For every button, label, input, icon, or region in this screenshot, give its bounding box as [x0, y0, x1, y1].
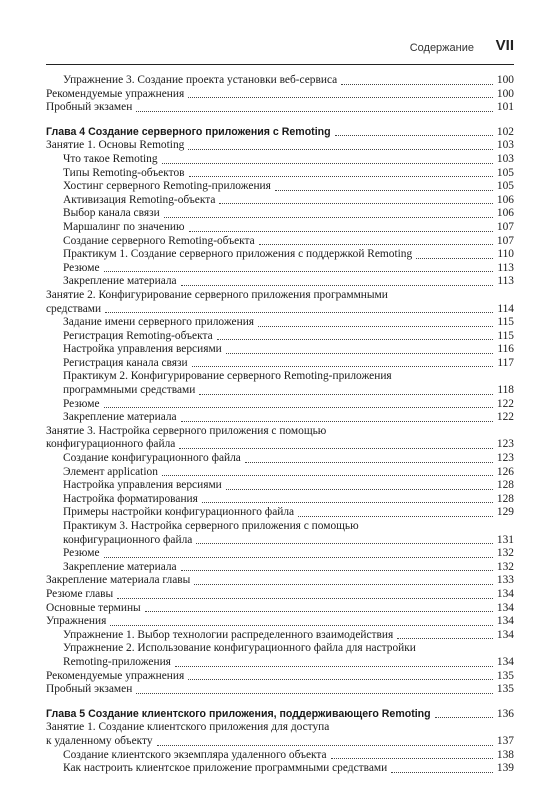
toc-entry-title: Упражнение 1. Выбор технологии распределенного взаимодействия — [63, 628, 394, 641]
dot-leader — [217, 339, 494, 340]
toc-entry-title: конфигурационного файла — [63, 533, 193, 546]
toc-entry-title: к удаленному объекту — [46, 734, 153, 747]
toc-entry — [46, 398, 514, 412]
toc-page-number: 110 — [497, 248, 514, 261]
toc-page-number: 106 — [496, 207, 514, 220]
dot-leader — [199, 394, 493, 395]
toc-page-number: 138 — [496, 748, 514, 761]
toc-entry-title: Активизация Remoting-объекта — [63, 193, 216, 206]
toc-entry — [46, 749, 514, 763]
toc-entry-title: Основные термины — [46, 601, 141, 614]
table-of-contents — [46, 74, 514, 776]
toc-entry — [46, 330, 514, 344]
dot-leader — [298, 516, 493, 517]
toc-entry — [46, 221, 514, 235]
toc-entry — [46, 88, 514, 102]
dot-leader — [136, 111, 493, 112]
toc-page-number: 123 — [496, 452, 514, 465]
toc-entry — [46, 289, 514, 303]
toc-entry-title: Remoting-приложения — [63, 655, 171, 668]
toc-entry-title: Регистрация Remoting-объекта — [63, 329, 213, 342]
toc-entry — [46, 438, 514, 452]
toc-entry-title: Глава 5 Создание клиентского приложения, поддерживающего Remoting — [46, 707, 431, 720]
toc-entry-title: Примеры настройки конфигурационного файла — [63, 506, 295, 519]
toc-page-number: 132 — [496, 547, 514, 560]
toc-entry-title: средствами — [46, 302, 102, 315]
toc-entry — [46, 101, 514, 115]
dot-leader — [110, 625, 493, 626]
dot-leader — [258, 326, 493, 327]
toc-entry-title: Закрепление материала главы — [46, 574, 191, 587]
dot-leader — [331, 758, 493, 759]
toc-page-number: 139 — [496, 762, 514, 775]
toc-entry — [46, 452, 514, 466]
toc-entry — [46, 735, 514, 749]
toc-page-number: 134 — [496, 601, 514, 614]
toc-entry — [46, 139, 514, 153]
dot-leader — [117, 598, 493, 599]
toc-entry — [46, 615, 514, 629]
toc-page-number: 101 — [496, 101, 514, 114]
toc-entry-title: Резюме главы — [46, 587, 114, 600]
toc-page-number: 107 — [496, 220, 514, 233]
dot-leader — [245, 462, 493, 463]
toc-page-number: 114 — [497, 302, 514, 315]
dot-leader — [416, 258, 493, 259]
dot-leader — [202, 502, 493, 503]
dot-leader — [391, 772, 493, 773]
toc-page-number: 134 — [496, 615, 514, 628]
toc-entry-title: Занятие 1. Основы Remoting — [46, 139, 185, 152]
toc-entry — [46, 670, 514, 684]
toc-entry-title: Выбор канала связи — [63, 207, 160, 220]
toc-entry-title: Что такое Remoting — [63, 152, 158, 165]
toc-entry — [46, 167, 514, 181]
toc-entry-title: Практикум 2. Конфигурирование серверного Remoting-приложения — [63, 370, 392, 383]
toc-entry — [46, 506, 514, 520]
toc-entry — [46, 248, 514, 262]
dot-leader — [145, 611, 493, 612]
toc-entry — [46, 561, 514, 575]
dot-leader — [181, 285, 494, 286]
toc-page-number: 128 — [496, 479, 514, 492]
toc-page-number: 122 — [496, 397, 514, 410]
toc-entry — [46, 74, 514, 88]
dot-leader — [219, 203, 492, 204]
toc-entry-title: Резюме — [63, 397, 100, 410]
toc-entry-title: Как настроить клиентское приложение программными средствами — [63, 762, 388, 775]
toc-page-number: 123 — [496, 438, 514, 451]
toc-page-number: 106 — [496, 193, 514, 206]
toc-entry-title: Закрепление материала — [63, 560, 177, 573]
dot-leader — [188, 679, 493, 680]
toc-page-number: 105 — [496, 180, 514, 193]
toc-entry-title: конфигурационного файла — [46, 438, 176, 451]
toc-page-number: 134 — [496, 655, 514, 668]
toc-page-number: 102 — [496, 125, 514, 138]
toc-entry — [46, 762, 514, 776]
toc-entry-title: Рекомендуемые упражнения — [46, 669, 185, 682]
toc-entry — [46, 479, 514, 493]
toc-entry-title: Занятие 1. Создание клиентского приложения для доступа — [46, 721, 330, 734]
toc-entry — [46, 343, 514, 357]
toc-entry-title: Задание имени серверного приложения — [63, 316, 255, 329]
toc-entry — [46, 194, 514, 208]
toc-entry — [46, 262, 514, 276]
toc-entry — [46, 721, 514, 735]
section-title: Содержание — [409, 42, 474, 54]
toc-entry-title: Маршалинг по значению — [63, 220, 185, 233]
toc-page-number: 137 — [496, 734, 514, 747]
toc-entry — [46, 520, 514, 534]
dot-leader — [196, 543, 493, 544]
toc-page-number: 103 — [496, 152, 514, 165]
toc-entry — [46, 493, 514, 507]
toc-entry — [46, 275, 514, 289]
dot-leader — [162, 475, 493, 476]
dot-leader — [194, 584, 493, 585]
toc-page-number: 113 — [497, 275, 514, 288]
dot-leader — [104, 407, 493, 408]
toc-page-number: 105 — [496, 166, 514, 179]
toc-page-number: 132 — [496, 560, 514, 573]
toc-entry-title: Занятие 3. Настройка серверного приложения с помощью — [46, 424, 327, 437]
toc-entry — [46, 656, 514, 670]
toc-entry — [46, 574, 514, 588]
toc-entry — [46, 642, 514, 656]
toc-page-number: 100 — [496, 87, 514, 100]
dot-leader — [181, 421, 493, 422]
toc-entry-title: Элемент application — [63, 465, 158, 478]
toc-entry — [46, 411, 514, 425]
dot-leader — [335, 135, 493, 136]
toc-entry-title: Упражнение 3. Создание проекта установки веб-сервиса — [63, 74, 338, 86]
dot-leader — [164, 217, 493, 218]
toc-entry — [46, 370, 514, 384]
toc-page-number: 103 — [496, 139, 514, 152]
dot-leader — [435, 717, 493, 718]
toc-entry-title: Создание серверного Remoting-объекта — [63, 234, 255, 247]
dot-leader — [189, 176, 493, 177]
toc-entry-title: Создание клиентского экземпляра удаленного объекта — [63, 748, 327, 761]
toc-entry — [46, 357, 514, 371]
toc-entry-title: Создание конфигурационного файла — [63, 452, 241, 465]
page-number: VII — [495, 37, 514, 54]
toc-entry-title: Настройка управления версиями — [63, 479, 222, 492]
toc-entry-title: Закрепление материала — [63, 275, 177, 288]
toc-entry — [46, 316, 514, 330]
toc-chapter — [46, 126, 514, 140]
toc-entry — [46, 207, 514, 221]
toc-entry-title: Регистрация канала связи — [63, 356, 188, 369]
toc-page-number: 107 — [496, 234, 514, 247]
header-rule — [46, 64, 514, 65]
toc-page-number: 100 — [496, 74, 514, 86]
toc-entry-title: Закрепление материала — [63, 411, 177, 424]
toc-entry-title: Настройка управления версиями — [63, 343, 222, 356]
toc-page-number: 117 — [497, 356, 514, 369]
toc-page-number: 128 — [496, 492, 514, 505]
toc-entry-title: Занятие 2. Конфигурирование серверного приложения программными — [46, 288, 388, 301]
dot-leader — [341, 84, 493, 85]
dot-leader — [105, 312, 493, 313]
toc-page-number: 115 — [497, 329, 514, 342]
dot-leader — [157, 745, 493, 746]
dot-leader — [259, 244, 493, 245]
toc-entry-title: Практикум 1. Создание серверного приложения с поддержкой Remoting — [63, 248, 413, 261]
toc-entry-title: Пробный экзамен — [46, 101, 133, 114]
toc-entry — [46, 384, 514, 398]
toc-entry — [46, 547, 514, 561]
toc-entry — [46, 180, 514, 194]
toc-entry — [46, 534, 514, 548]
toc-entry-title: Глава 4 Создание серверного приложения с Remoting — [46, 125, 331, 138]
toc-page-number: 131 — [496, 533, 514, 546]
dot-leader — [179, 448, 493, 449]
toc-page-number: 135 — [496, 683, 514, 696]
toc-page-number: 134 — [496, 628, 514, 641]
toc-page-number: 134 — [496, 587, 514, 600]
toc-page-number: 116 — [497, 343, 514, 356]
toc-entry-title: Резюме — [63, 547, 100, 560]
toc-entry — [46, 602, 514, 616]
toc-page-number: 133 — [496, 574, 514, 587]
toc-page-number: 115 — [497, 316, 514, 329]
toc-entry-title: Хостинг серверного Remoting-приложения — [63, 180, 271, 193]
dot-leader — [226, 489, 493, 490]
toc-entry-title: Типы Remoting-объектов — [63, 166, 185, 179]
dot-leader — [181, 570, 493, 571]
toc-entry-title: Пробный экзамен — [46, 683, 133, 696]
dot-leader — [104, 271, 494, 272]
toc-entry — [46, 303, 514, 317]
toc-chapter — [46, 708, 514, 722]
dot-leader — [175, 666, 493, 667]
toc-page-number: 126 — [496, 465, 514, 478]
toc-entry-title: Рекомендуемые упражнения — [46, 87, 185, 100]
toc-entry-title: Резюме — [63, 261, 100, 274]
dot-leader — [275, 190, 493, 191]
toc-entry — [46, 235, 514, 249]
dot-leader — [397, 638, 493, 639]
toc-page-number: 118 — [497, 384, 514, 397]
dot-leader — [162, 163, 493, 164]
dot-leader — [189, 231, 493, 232]
toc-page-number: 135 — [496, 669, 514, 682]
toc-page-number: 136 — [496, 707, 514, 720]
toc-entry-title: Практикум 3. Настройка серверного приложения с помощью — [63, 520, 359, 532]
toc-entry — [46, 629, 514, 643]
toc-entry-title: Упражнение 2. Использование конфигурационного файла для настройки — [63, 642, 416, 655]
toc-page-number: 113 — [497, 261, 514, 274]
toc-entry — [46, 466, 514, 480]
toc-entry-title: Упражнения — [46, 615, 107, 628]
dot-leader — [226, 353, 494, 354]
toc-page-number: 129 — [496, 506, 514, 519]
dot-leader — [188, 149, 493, 150]
dot-leader — [104, 557, 493, 558]
dot-leader — [136, 693, 493, 694]
toc-entry-title: программными средствами — [63, 384, 196, 397]
dot-leader — [192, 366, 494, 367]
toc-page-number: 122 — [496, 411, 514, 424]
toc-entry — [46, 683, 514, 697]
toc-entry-title: Настройка форматирования — [63, 492, 198, 505]
toc-entry — [46, 588, 514, 602]
toc-entry — [46, 425, 514, 439]
toc-entry — [46, 153, 514, 167]
dot-leader — [188, 97, 493, 98]
running-header — [46, 34, 514, 62]
